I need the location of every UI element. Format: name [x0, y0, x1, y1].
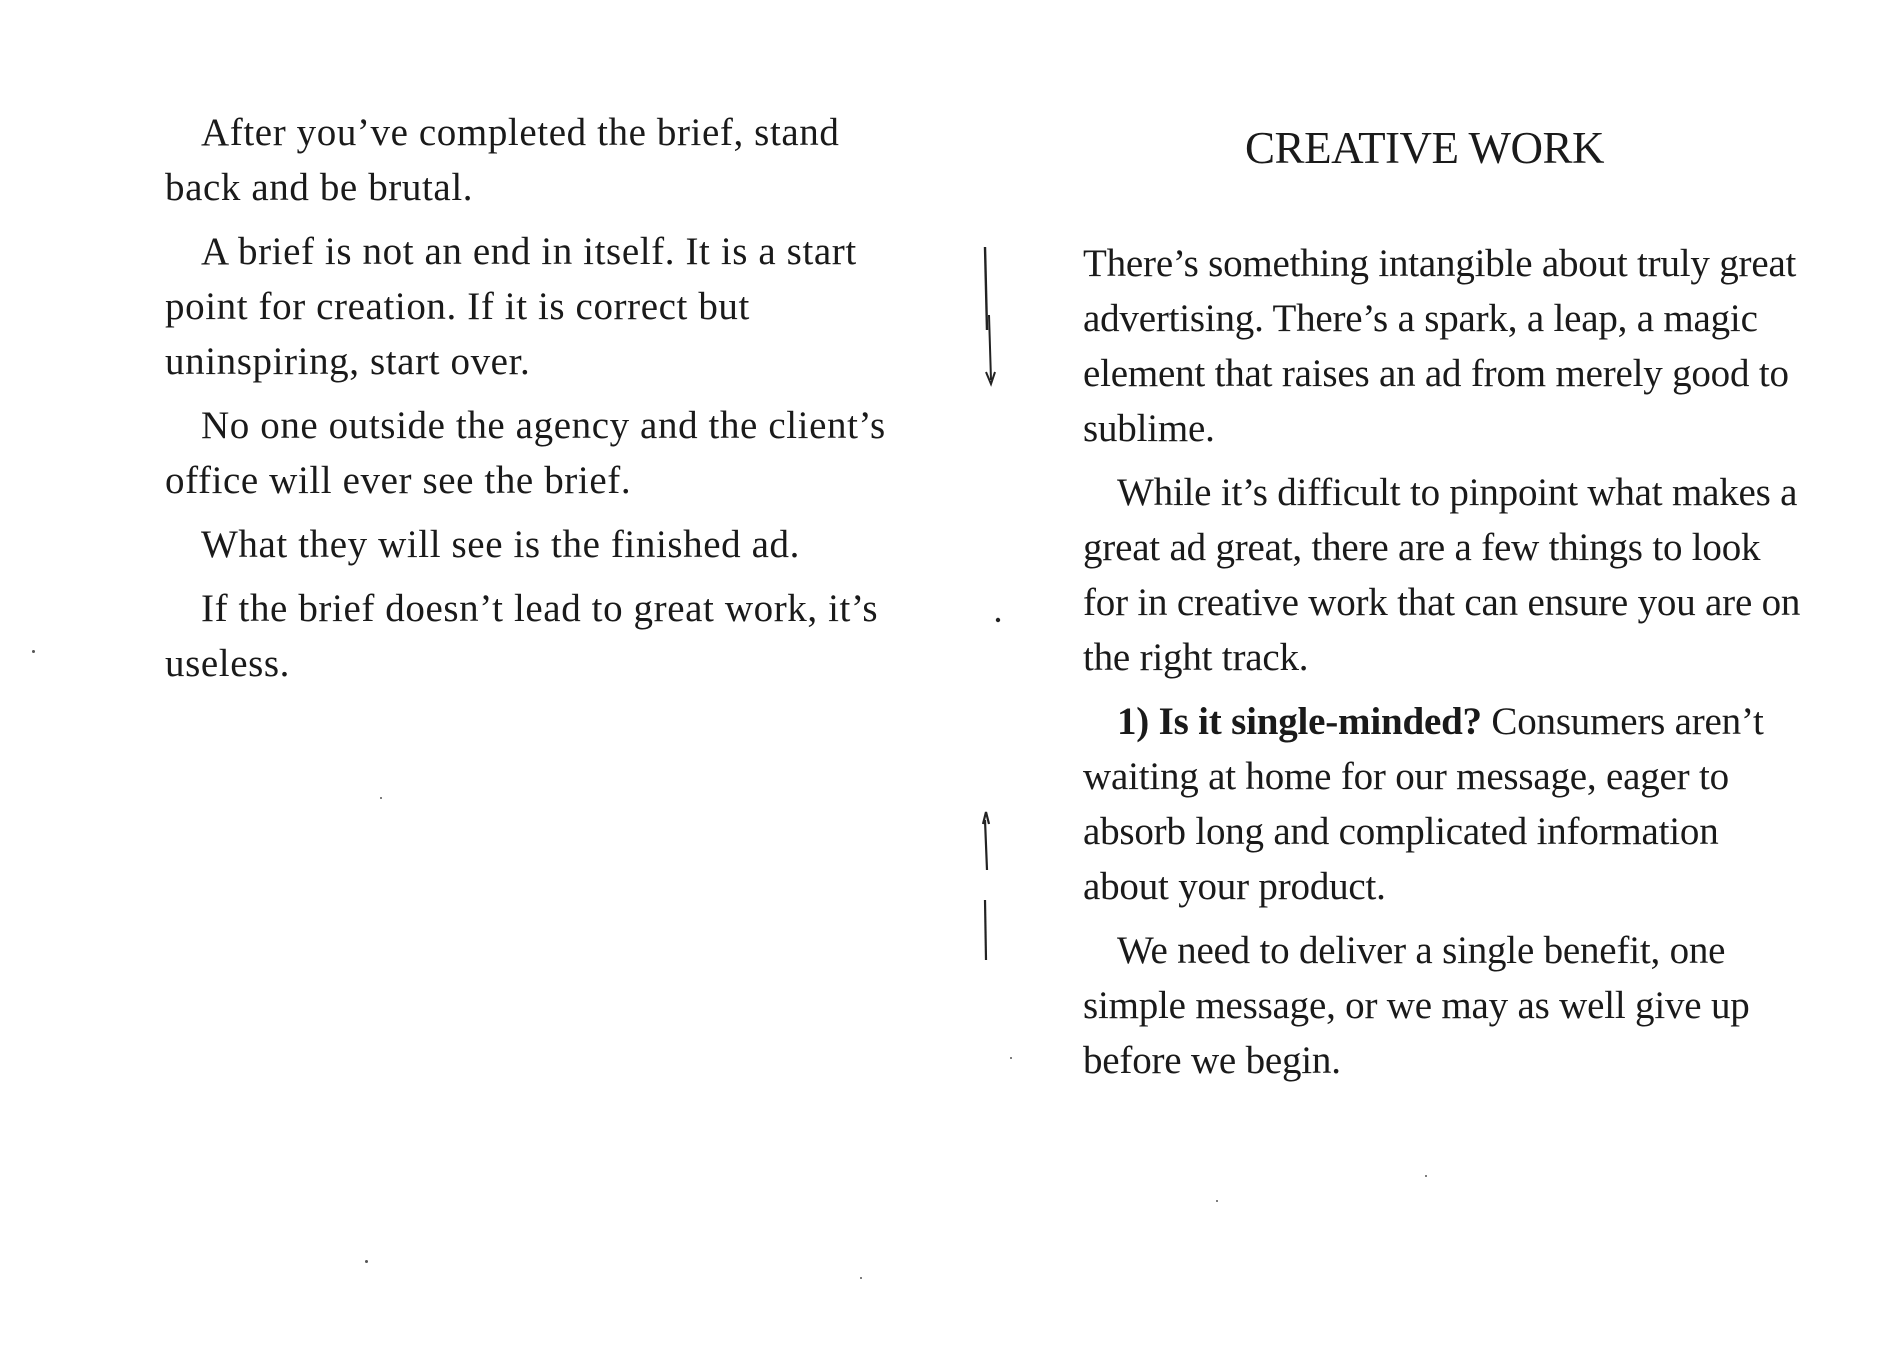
right-page: [950, 0, 1899, 1346]
left-page-body: [165, 105, 905, 700]
right-paragraph-4: We need to deliver a single benefit, one simple message, or we may as well give up before we begin.: [1083, 929, 1750, 1082]
left-paragraph-1: After you’ve completed the brief, stand back and be brutal.: [165, 111, 840, 209]
left-paragraph-2: A brief is not an end in itself. It is a start point for creation. If it is correct but uninspiring, start over.: [165, 230, 857, 383]
scan-speck: [32, 650, 35, 653]
left-paragraph-3: No one outside the agency and the client’s office will ever see the brief.: [165, 404, 886, 502]
scan-speck: [365, 1260, 368, 1263]
chapter-heading: CREATIVE WORK: [1245, 123, 1604, 173]
scan-speck: [1010, 1057, 1012, 1059]
left-page: [0, 0, 949, 1346]
right-page-body: [1083, 236, 1803, 1097]
right-paragraph-2: While it’s difficult to pinpoint what makes a great ad great, there are a few things to look for in creative work that can ensure you are on the right track.: [1083, 471, 1801, 679]
left-paragraph-4: What they will see is the finished ad.: [201, 523, 800, 566]
left-paragraph-5: If the brief doesn’t lead to great work, it’s useless.: [165, 587, 879, 685]
scan-speck: [380, 797, 382, 799]
point-1-text: Consumers aren’t waiting at home for our message, eager to absorb long and complicated information about your product.: [1083, 700, 1764, 908]
scan-speck: [860, 1277, 862, 1279]
right-paragraph-intro: There’s something intangible about truly great advertising. There’s a spark, a leap, a magic element that raises an ad from merely good to sublime.: [1083, 242, 1797, 450]
scan-speck: [1216, 1200, 1218, 1202]
right-paragraph-3: [1083, 694, 1803, 914]
point-1-lead: 1) Is it single-minded?: [1117, 700, 1482, 743]
scan-speck: [1425, 1175, 1427, 1177]
